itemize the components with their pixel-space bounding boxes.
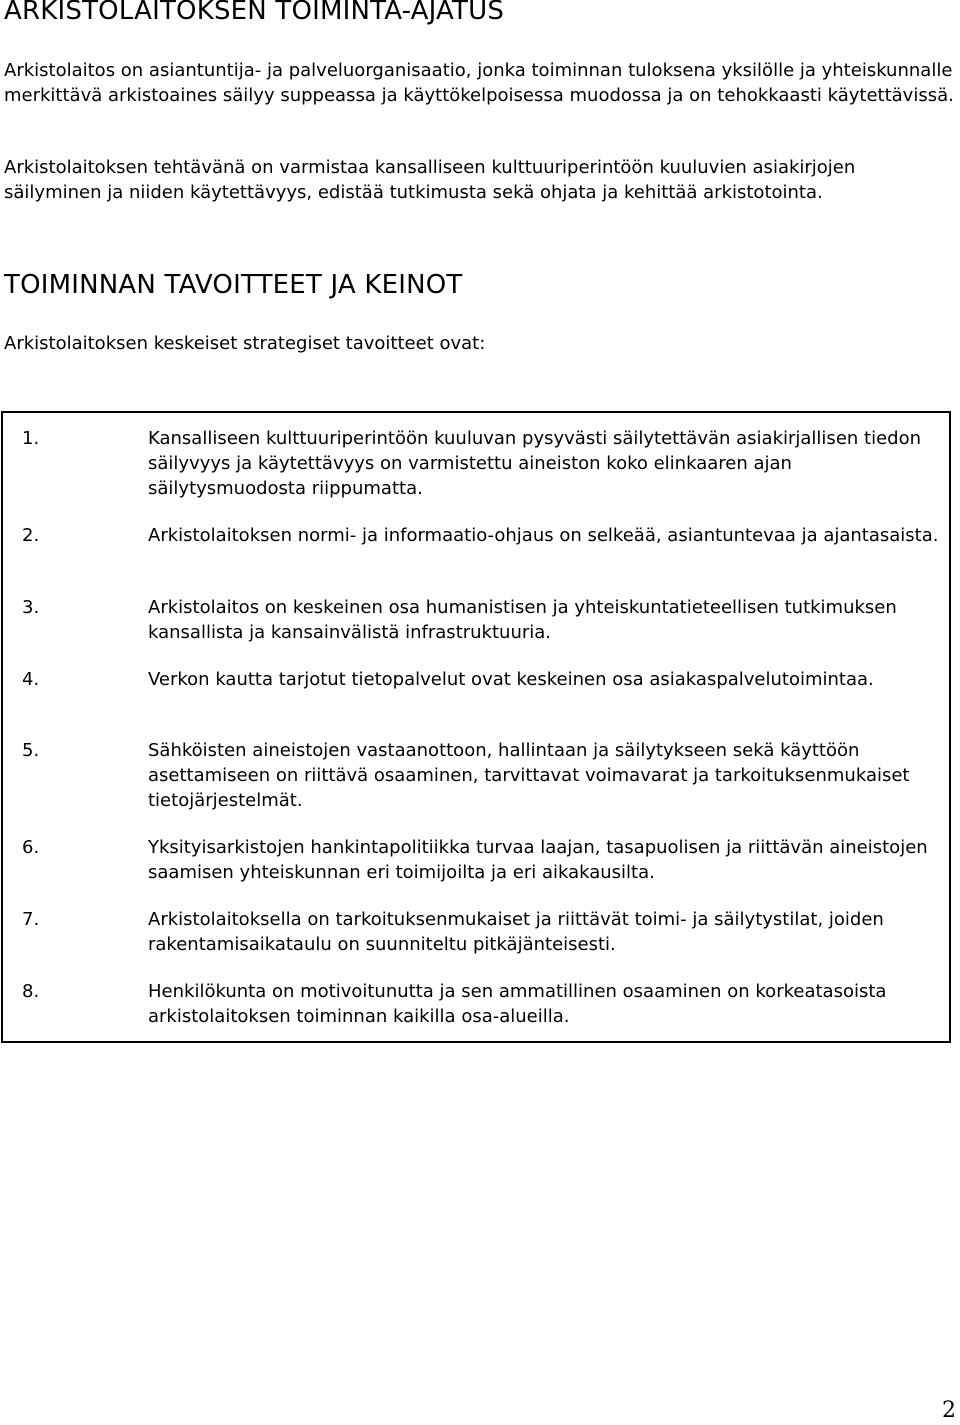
goal-text: Verkon kautta tarjotut tietopalvelut ovat keskeinen osa asiakaspalvelutoimintaa. xyxy=(148,669,874,690)
goal-text: Arkistolaitos on keskeinen osa humanistisen ja yhteiskuntatieteellisen tutkimuksen kansallista ja kansainvälistä infrastruktuuria. xyxy=(148,597,897,643)
goal-number: 2. xyxy=(22,525,40,546)
goal-number: 7. xyxy=(22,909,40,930)
goal-number: 5. xyxy=(22,740,40,761)
goal-number: 6. xyxy=(22,837,40,858)
section-heading-goals: TOIMINNAN TAVOITTEET JA KEINOT xyxy=(4,270,463,300)
goal-text: Kansalliseen kulttuuriperintöön kuuluvan pysyvästi säilytettävän asiakirjallisen tiedon säilyvyys ja käytettävyys on varmistettu aineiston koko elinkaaren ajan säilytysmuodosta riippumatta. xyxy=(148,428,921,499)
goal-number: 8. xyxy=(22,981,40,1002)
goal-number: 3. xyxy=(22,597,40,618)
goal-text: Arkistolaitoksen normi- ja informaatio-ohjaus on selkeää, asiantuntevaa ja ajantasaista. xyxy=(148,525,939,546)
goals-intro: Arkistolaitoksen keskeiset strategiset tavoitteet ovat: xyxy=(4,333,486,354)
goal-number: 1. xyxy=(22,428,40,449)
mission-paragraph-2: Arkistolaitoksen tehtävänä on varmistaa kansalliseen kulttuuriperintöön kuuluvien asiakirjojen säilyminen ja niiden käytettävyys, edistää tutkimusta sekä ohjata ja kehittää arkistotointa. xyxy=(4,157,856,203)
goal-text: Sähköisten aineistojen vastaanottoon, hallintaan ja säilytykseen sekä käyttöön asettamiseen on riittävä osaaminen, tarvittavat voimavarat ja tarkoituksenmukaiset tietojärjestelmät. xyxy=(148,740,910,811)
goal-text: Yksityisarkistojen hankintapolitiikka turvaa laajan, tasapuolisen ja riittävän aineistojen saamisen yhteiskunnan eri toimijoilta ja eri aikakausilta. xyxy=(148,837,928,883)
section-heading-mission: ARKISTOLAITOKSEN TOIMINTA-AJATUS xyxy=(4,0,505,26)
goals-list-box xyxy=(1,411,951,1043)
page-number: 2 xyxy=(942,1398,956,1423)
goal-text: Henkilökunta on motivoitunutta ja sen ammatillinen osaaminen on korkeatasoista arkistolaitoksen toiminnan kaikilla osa-alueilla. xyxy=(148,981,887,1027)
goal-number: 4. xyxy=(22,669,40,690)
mission-paragraph-1: Arkistolaitos on asiantuntija- ja palveluorganisaatio, jonka toiminnan tuloksena yksilölle ja yhteiskunnalle merkittävä arkistoaines säilyy suppeassa ja käyttökelpoisessa muodossa ja on tehokkaasti käytettävissä. xyxy=(4,60,954,106)
goal-text: Arkistolaitoksella on tarkoituksenmukaiset ja riittävät toimi- ja säilytystilat, joiden rakentamisaikataulu on suunniteltu pitkäjänteisesti. xyxy=(148,909,884,955)
